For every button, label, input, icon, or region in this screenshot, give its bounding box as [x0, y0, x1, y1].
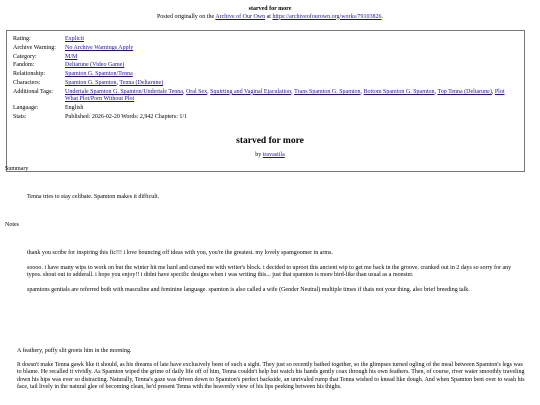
- meta-row-characters: Characters: Spamton G. Spamton, Tenna (Deltarune): [13, 79, 164, 86]
- body-paragraph: A feathery, puffy slit greets him in the morning.: [17, 348, 132, 354]
- character-link[interactable]: Tenna (Deltarune): [119, 79, 164, 86]
- meta-row-rating: [13, 36, 518, 44]
- work-title: starved for more: [236, 136, 304, 146]
- tag-link[interactable]: Undertale Spamton G. Spamton/Undertale Tenna: [65, 88, 183, 95]
- body-paragraph: It doesn't make Tenna gawk like it should, as his dreams of late have exclusively been of such a sight. They just so recently bathed together, so the glimpses turned ogling of the meal between Spamton's legs was to blame. He recalled it vividly. As Spamton wiped the grime of daily life off of him, Tenna couldn't help but watch his hands gently coax through his own feathers. Then, of course, river water smoothly traveling down his hips was ever so distracting. Naturally, Tenna's gaze was driven down to Spamton's perfect backside, an unrivaled rump that Tenna wished to knead like dough. And when Spamton bent over to wash his face, tail lively in the natural glee of becoming clean, he'd present Tenna with the heavenly view of his lips peeking between his thighs.: [17, 361, 525, 390]
- notes-paragraph: soooo. i have many wips to work on but the winter hit me hard and cursed me with writer's block. i decided to uproot this ancient wip to get me back in the groove. cranked out in 2 days so sorry for any typos. shout out to adderall. i hope you enjoy!! i didnt have specific designs when i was writing this... just that spamton is more bird-like than usual as a monster.: [27, 264, 512, 278]
- meta-row-warning: [13, 45, 518, 53]
- meta-row-relationship: [13, 71, 518, 79]
- author-link[interactable]: travastila: [262, 152, 285, 158]
- meta-label: Characters:: [13, 79, 41, 86]
- tag-link[interactable]: Oral Sex: [185, 88, 208, 95]
- tag-link[interactable]: Trans Spamton G. Spamton: [294, 88, 361, 95]
- language-value: English: [65, 105, 84, 112]
- meta-label: Additional Tags:: [13, 88, 53, 95]
- notes-heading: Notes: [5, 222, 19, 228]
- posted-originally-line: [0, 14, 540, 22]
- meta-label: Archive Warning:: [13, 44, 56, 51]
- meta-row-tags: Additional Tags: Undertale Spamton G. Spamton/Undertale Tenna, Oral Sex, Squirting and Vaginal Ejaculation, Trans Spamton G. Spamton, Bottom Spamton G. Spamton, Top Tenna (Deltarune), Plot What Plot/Porn Without Plot: [13, 88, 505, 103]
- tag-link[interactable]: Plot What Plot/Porn Without Plot: [65, 88, 505, 103]
- notes-block: [27, 250, 512, 301]
- meta-label: Category:: [13, 53, 37, 60]
- export-title: starved for more: [248, 6, 292, 12]
- stats-value: Published: 2026-02-20 Words: 2,942 Chapters: 1/1: [65, 113, 188, 120]
- byline-prefix: by: [255, 152, 263, 158]
- meta-label: Fandom:: [13, 62, 35, 69]
- notes-paragraph: thank you scribe for inspiring this fic!!! i love bouncing off ideas with you, you're the greatest. my lovely spamgoomer in arms.: [27, 250, 333, 256]
- byline: [0, 152, 540, 160]
- posted-suffix: .: [381, 13, 384, 20]
- meta-row-language: [13, 105, 518, 113]
- warning-link[interactable]: No Archive Warnings Apply: [65, 44, 134, 51]
- meta-label: Rating:: [13, 36, 31, 42]
- tag-link[interactable]: Bottom Spamton G. Spamton: [363, 88, 435, 95]
- rating-link[interactable]: Explicit: [65, 36, 84, 42]
- meta-label: Stats:: [13, 113, 27, 120]
- meta-row-stats: [13, 114, 518, 122]
- relationship-link[interactable]: Spamton G. Spamton/Tenna: [65, 71, 133, 78]
- fandom-link[interactable]: Deltarune (Video Game): [65, 62, 125, 69]
- meta-label: Language:: [13, 105, 39, 112]
- notes-paragraph: spamtons genitals are referred both with masculine and feminine language. spamton is also called a wife (Gender Neutral) multiple times if thats not your thing. also brief breeding talk.: [27, 286, 470, 293]
- archive-link[interactable]: Archive of Our Own: [215, 13, 266, 20]
- chapter-text: [17, 348, 527, 398]
- summary-heading: Summary: [5, 166, 29, 172]
- export-header: [0, 6, 540, 21]
- category-link[interactable]: M/M: [65, 53, 78, 60]
- work-meta-box: [6, 30, 525, 172]
- tag-link[interactable]: Top Tenna (Deltarune): [437, 88, 492, 95]
- work-url-link[interactable]: https://archiveofourown.org/works/79103826: [272, 13, 382, 20]
- posted-prefix: Posted originally on the: [156, 13, 216, 20]
- character-link[interactable]: Spamton G. Spamton: [65, 79, 117, 86]
- tag-link[interactable]: Squirting and Vaginal Ejaculation: [210, 88, 292, 95]
- summary-text: Tenna tries to stay celibate. Spamton makes it difficult.: [27, 194, 160, 200]
- posted-mid: at: [265, 13, 273, 20]
- meta-row-category: [13, 54, 518, 62]
- meta-label: Relationship:: [13, 71, 45, 78]
- meta-row-fandom: [13, 62, 518, 70]
